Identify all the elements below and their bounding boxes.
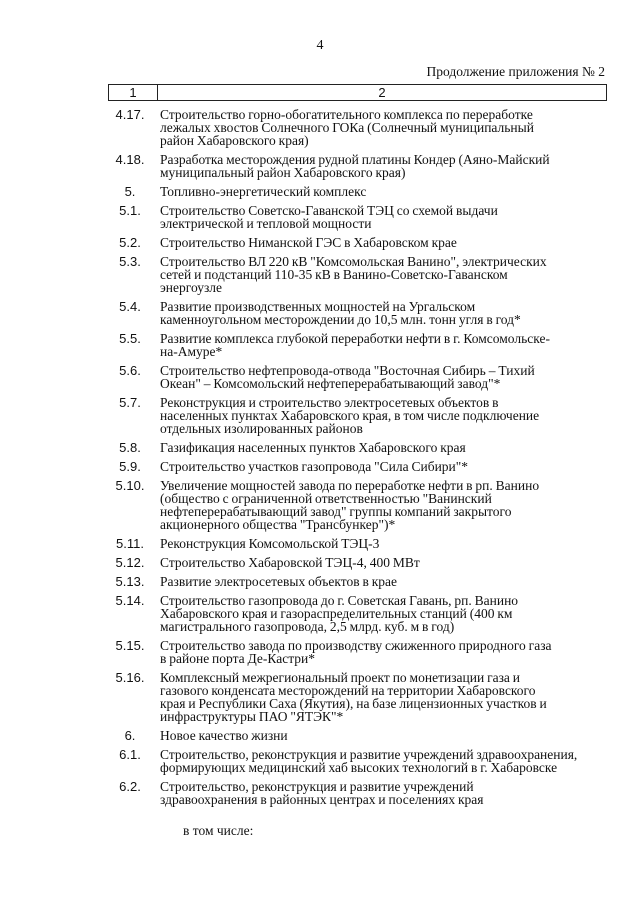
list-item <box>108 204 608 230</box>
item-number: 5.13. <box>115 574 145 589</box>
item-text <box>152 671 608 723</box>
header-col-1: 1 <box>109 85 158 100</box>
item-number: 5.5. <box>119 331 141 346</box>
item-text <box>152 108 608 147</box>
item-text-line: здравоохранения в районных центрах и поселениях края <box>160 792 484 807</box>
item-number: 5.11. <box>116 536 144 551</box>
item-number: 5.1. <box>119 203 141 218</box>
item-text-line: Комплексный межрегиональный проект по монетизации газа и <box>160 670 521 685</box>
item-text-line: Океан" – Комсомольский нефтеперерабатывающий завод"* <box>160 376 501 391</box>
item-number: 5.2. <box>119 235 141 250</box>
item-text-line: Газификация населенных пунктов Хабаровского края <box>160 440 466 455</box>
list-item <box>108 153 608 179</box>
item-text-line: инфраструктуры ПАО "ЯТЭК"* <box>160 709 344 724</box>
item-number: 4.17. <box>115 107 145 122</box>
item-text-line: Новое качество жизни <box>160 728 288 743</box>
page-number: 4 <box>316 38 324 53</box>
list-item <box>108 639 608 665</box>
item-text <box>152 479 608 531</box>
list-item <box>108 780 608 806</box>
item-number: 5.6. <box>119 363 141 378</box>
item-number: 5. <box>124 184 136 199</box>
list-item <box>108 441 608 454</box>
item-text-line: район Хабаровского края) <box>160 133 309 148</box>
item-number: 4.18. <box>115 152 145 167</box>
item-text-line: Строительство Ниманской ГЭС в Хабаровском крае <box>160 235 457 250</box>
item-text-line: Разработка месторождения рудной платины Кондер (Аяно-Майский <box>160 152 550 167</box>
item-text <box>152 236 608 249</box>
item-text-line: Строительство, реконструкция и развитие учреждений <box>160 779 474 794</box>
list-item <box>108 300 608 326</box>
item-text <box>152 300 608 326</box>
item-number: 5.16. <box>115 670 145 685</box>
item-text-line: муниципальный район Хабаровского края) <box>160 165 406 180</box>
item-number: 5.14. <box>115 593 145 608</box>
list-item <box>108 460 608 473</box>
item-text <box>152 255 608 294</box>
item-text <box>152 575 608 588</box>
item-number: 5.15. <box>115 638 145 653</box>
item-text-line: лежалых хвостов Солнечного ГОКа (Солнечный муниципальный <box>160 120 534 135</box>
item-number: 5.9. <box>119 459 141 474</box>
item-text-line: Строительство ВЛ 220 кВ "Комсомольская Ванино", электрических <box>160 254 547 269</box>
item-text <box>152 364 608 390</box>
list-item <box>108 479 608 531</box>
item-text-line: формирующих медицинский хаб высоких технологий в г. Хабаровске <box>160 760 558 775</box>
item-text-line: в районе порта Де-Кастри* <box>160 651 315 666</box>
item-text <box>152 748 608 774</box>
rows-list <box>108 108 608 812</box>
item-text <box>152 460 608 473</box>
list-item <box>108 556 608 569</box>
item-number: 5.8. <box>119 440 141 455</box>
item-text-line: магистрального газопровода, 2,5 млрд. куб. м в год) <box>160 619 455 634</box>
item-text <box>152 556 608 569</box>
list-item <box>108 671 608 723</box>
item-text-line: Строительство Советско-Гаванской ТЭЦ со схемой выдачи <box>160 203 498 218</box>
item-text <box>152 185 608 198</box>
item-text <box>152 153 608 179</box>
continuation-label: Продолжение приложения № 2 <box>426 64 605 79</box>
item-text-line: края и Республики Саха (Якутия), на базе лицензионных участков и <box>160 696 547 711</box>
item-text-line: каменноугольном месторождении до 10,5 млн. тонн угля в год* <box>160 312 521 327</box>
list-item <box>108 594 608 633</box>
item-number: 6. <box>124 728 136 743</box>
item-text-line: Строительство завода по производству сжиженного природного газа <box>160 638 552 653</box>
item-text-line: на-Амуре* <box>160 344 223 359</box>
item-text-line: сетей и подстанций 110-35 кВ в Ванино-Советско-Гаванском <box>160 267 508 282</box>
item-text-line: Реконструкция Комсомольской ТЭЦ-3 <box>160 536 380 551</box>
list-item <box>108 748 608 774</box>
list-item <box>108 108 608 147</box>
item-text-line: Строительство, реконструкция и развитие учреждений здравоохранения, <box>160 747 578 762</box>
item-text <box>152 729 608 742</box>
item-text-line: Строительство Хабаровской ТЭЦ-4, 400 МВт <box>160 555 420 570</box>
item-text-line: Строительство газопровода до г. Советская Гавань, рп. Ванино <box>160 593 519 608</box>
item-text-line: Развитие электросетевых объектов в крае <box>160 574 397 589</box>
item-text-line: нефтеперерабатывающий завод" группы компаний закрытого <box>160 504 512 519</box>
item-text-line: Развитие комплекса глубокой переработки нефти в г. Комсомольске- <box>160 331 550 346</box>
table-header <box>108 84 607 101</box>
list-item <box>108 185 608 198</box>
item-text-line: отдельных изолированных районов <box>160 421 363 436</box>
list-item <box>108 396 608 435</box>
item-text-line: Строительство участков газопровода "Сила Сибири"* <box>160 459 469 474</box>
item-text <box>152 204 608 230</box>
item-text-line: Развитие производственных мощностей на Ургальском <box>160 299 476 314</box>
item-number: 5.10. <box>115 478 145 493</box>
item-text <box>152 441 608 454</box>
item-text <box>152 780 608 806</box>
list-item <box>108 332 608 358</box>
item-text-line: Увеличение мощностей завода по переработке нефти в рп. Ванино <box>160 478 540 493</box>
item-text-line: акционерного общества "Трансбункер")* <box>160 517 396 532</box>
item-text-line: Топливно-энергетический комплекс <box>160 184 367 199</box>
item-text <box>152 639 608 665</box>
item-text-line: Реконструкция и строительство электросетевых объектов в <box>160 395 499 410</box>
item-text <box>152 537 608 550</box>
item-number: 5.3. <box>119 254 141 269</box>
item-number: 5.7. <box>119 395 141 410</box>
list-item <box>108 537 608 550</box>
item-number: 5.4. <box>119 299 141 314</box>
item-number: 6.2. <box>119 779 141 794</box>
list-item <box>108 364 608 390</box>
item-number: 5.12. <box>115 555 145 570</box>
list-item <box>108 236 608 249</box>
list-item <box>108 729 608 742</box>
item-text <box>152 332 608 358</box>
item-text-line: электрической и тепловой мощности <box>160 216 372 231</box>
list-item <box>108 575 608 588</box>
header-col-2: 2 <box>378 85 386 100</box>
item-text-line: населенных пунктах Хабаровского края, в том числе подключение <box>160 408 540 423</box>
item-text <box>152 594 608 633</box>
item-text-line: Строительство горно-обогатительного комплекса по переработке <box>160 107 533 122</box>
list-item <box>108 255 608 294</box>
item-text-line: Строительство нефтепровода-отвода "Восточная Сибирь – Тихий <box>160 363 535 378</box>
item-text-line: (общество с ограниченной ответственностью "Ванинский <box>160 491 492 506</box>
item-text <box>152 396 608 435</box>
item-text-line: Хабаровского края и газораспределительных станций (400 км <box>160 606 513 621</box>
item-number: 6.1. <box>119 747 141 762</box>
item-text-line: энергоузле <box>160 280 223 295</box>
subnote: в том числе: <box>183 823 254 838</box>
item-text-line: газового конденсата месторождений на территории Хабаровского <box>160 683 536 698</box>
